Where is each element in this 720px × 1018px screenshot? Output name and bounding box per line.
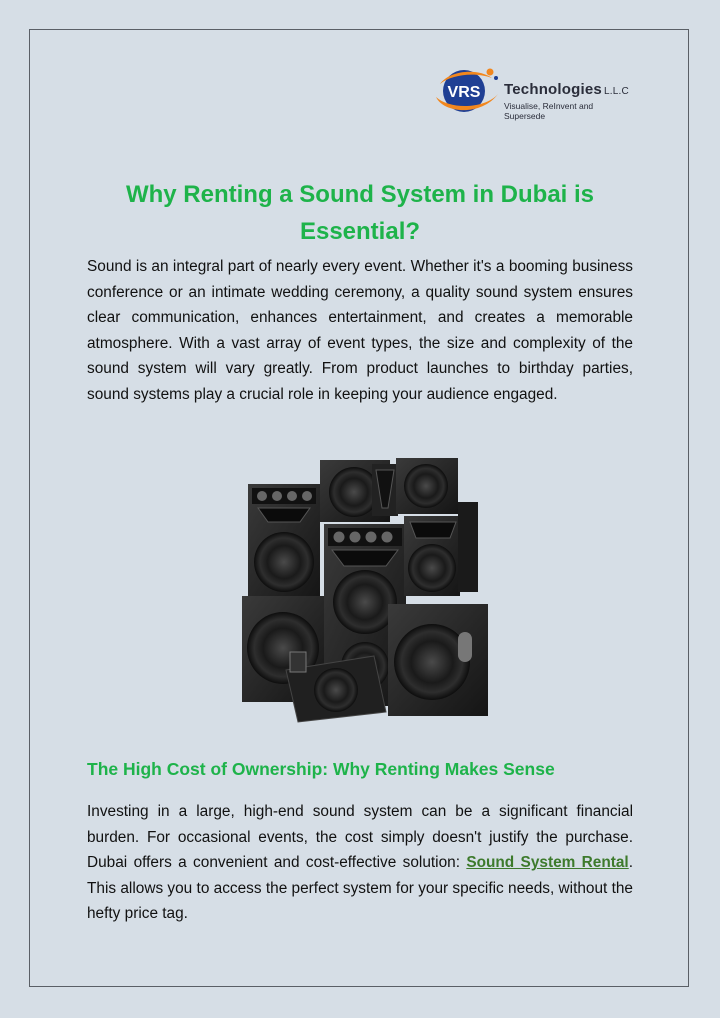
section-text-after-link: . This allows you to access the perfect system for your specific needs, without the hefty price tag. [87,854,633,922]
intro-paragraph: Sound is an integral part of nearly every event. Whether it's a booming business conference or an intimate wedding ceremony, a quality sound system ensures clear communication, enhances entertainment, and creates a memorable atmosphere. With a vast array of event types, the size and complexity of the sound system will vary greatly. From product launches to birthday parties, sound systems play a crucial role in keeping your audience engaged. [87,258,633,403]
section-text-before-link: Investing in a large, high-end sound system can be a significant financial burden. For occasional events, the cost simply doesn't justify the purchase. Dubai offers a convenient and cost-effective solution: [87,803,633,871]
section-paragraph [87,799,633,927]
vrs-logo-icon [430,64,504,124]
sound-system-rental-link[interactable]: Sound System Rental [466,854,629,871]
section-heading: The High Cost of Ownership: Why Renting Makes Sense [87,759,555,779]
logo-tagline: Visualise, ReInvent and Supersede [504,101,594,121]
page-title: Why Renting a Sound System in Dubai is Essential? [125,181,595,245]
logo-name: Technologies L.L.C [504,81,629,98]
logo-badge-text: VRS [447,84,481,101]
company-logo[interactable] [430,64,630,124]
speaker-stack-image [236,456,492,724]
